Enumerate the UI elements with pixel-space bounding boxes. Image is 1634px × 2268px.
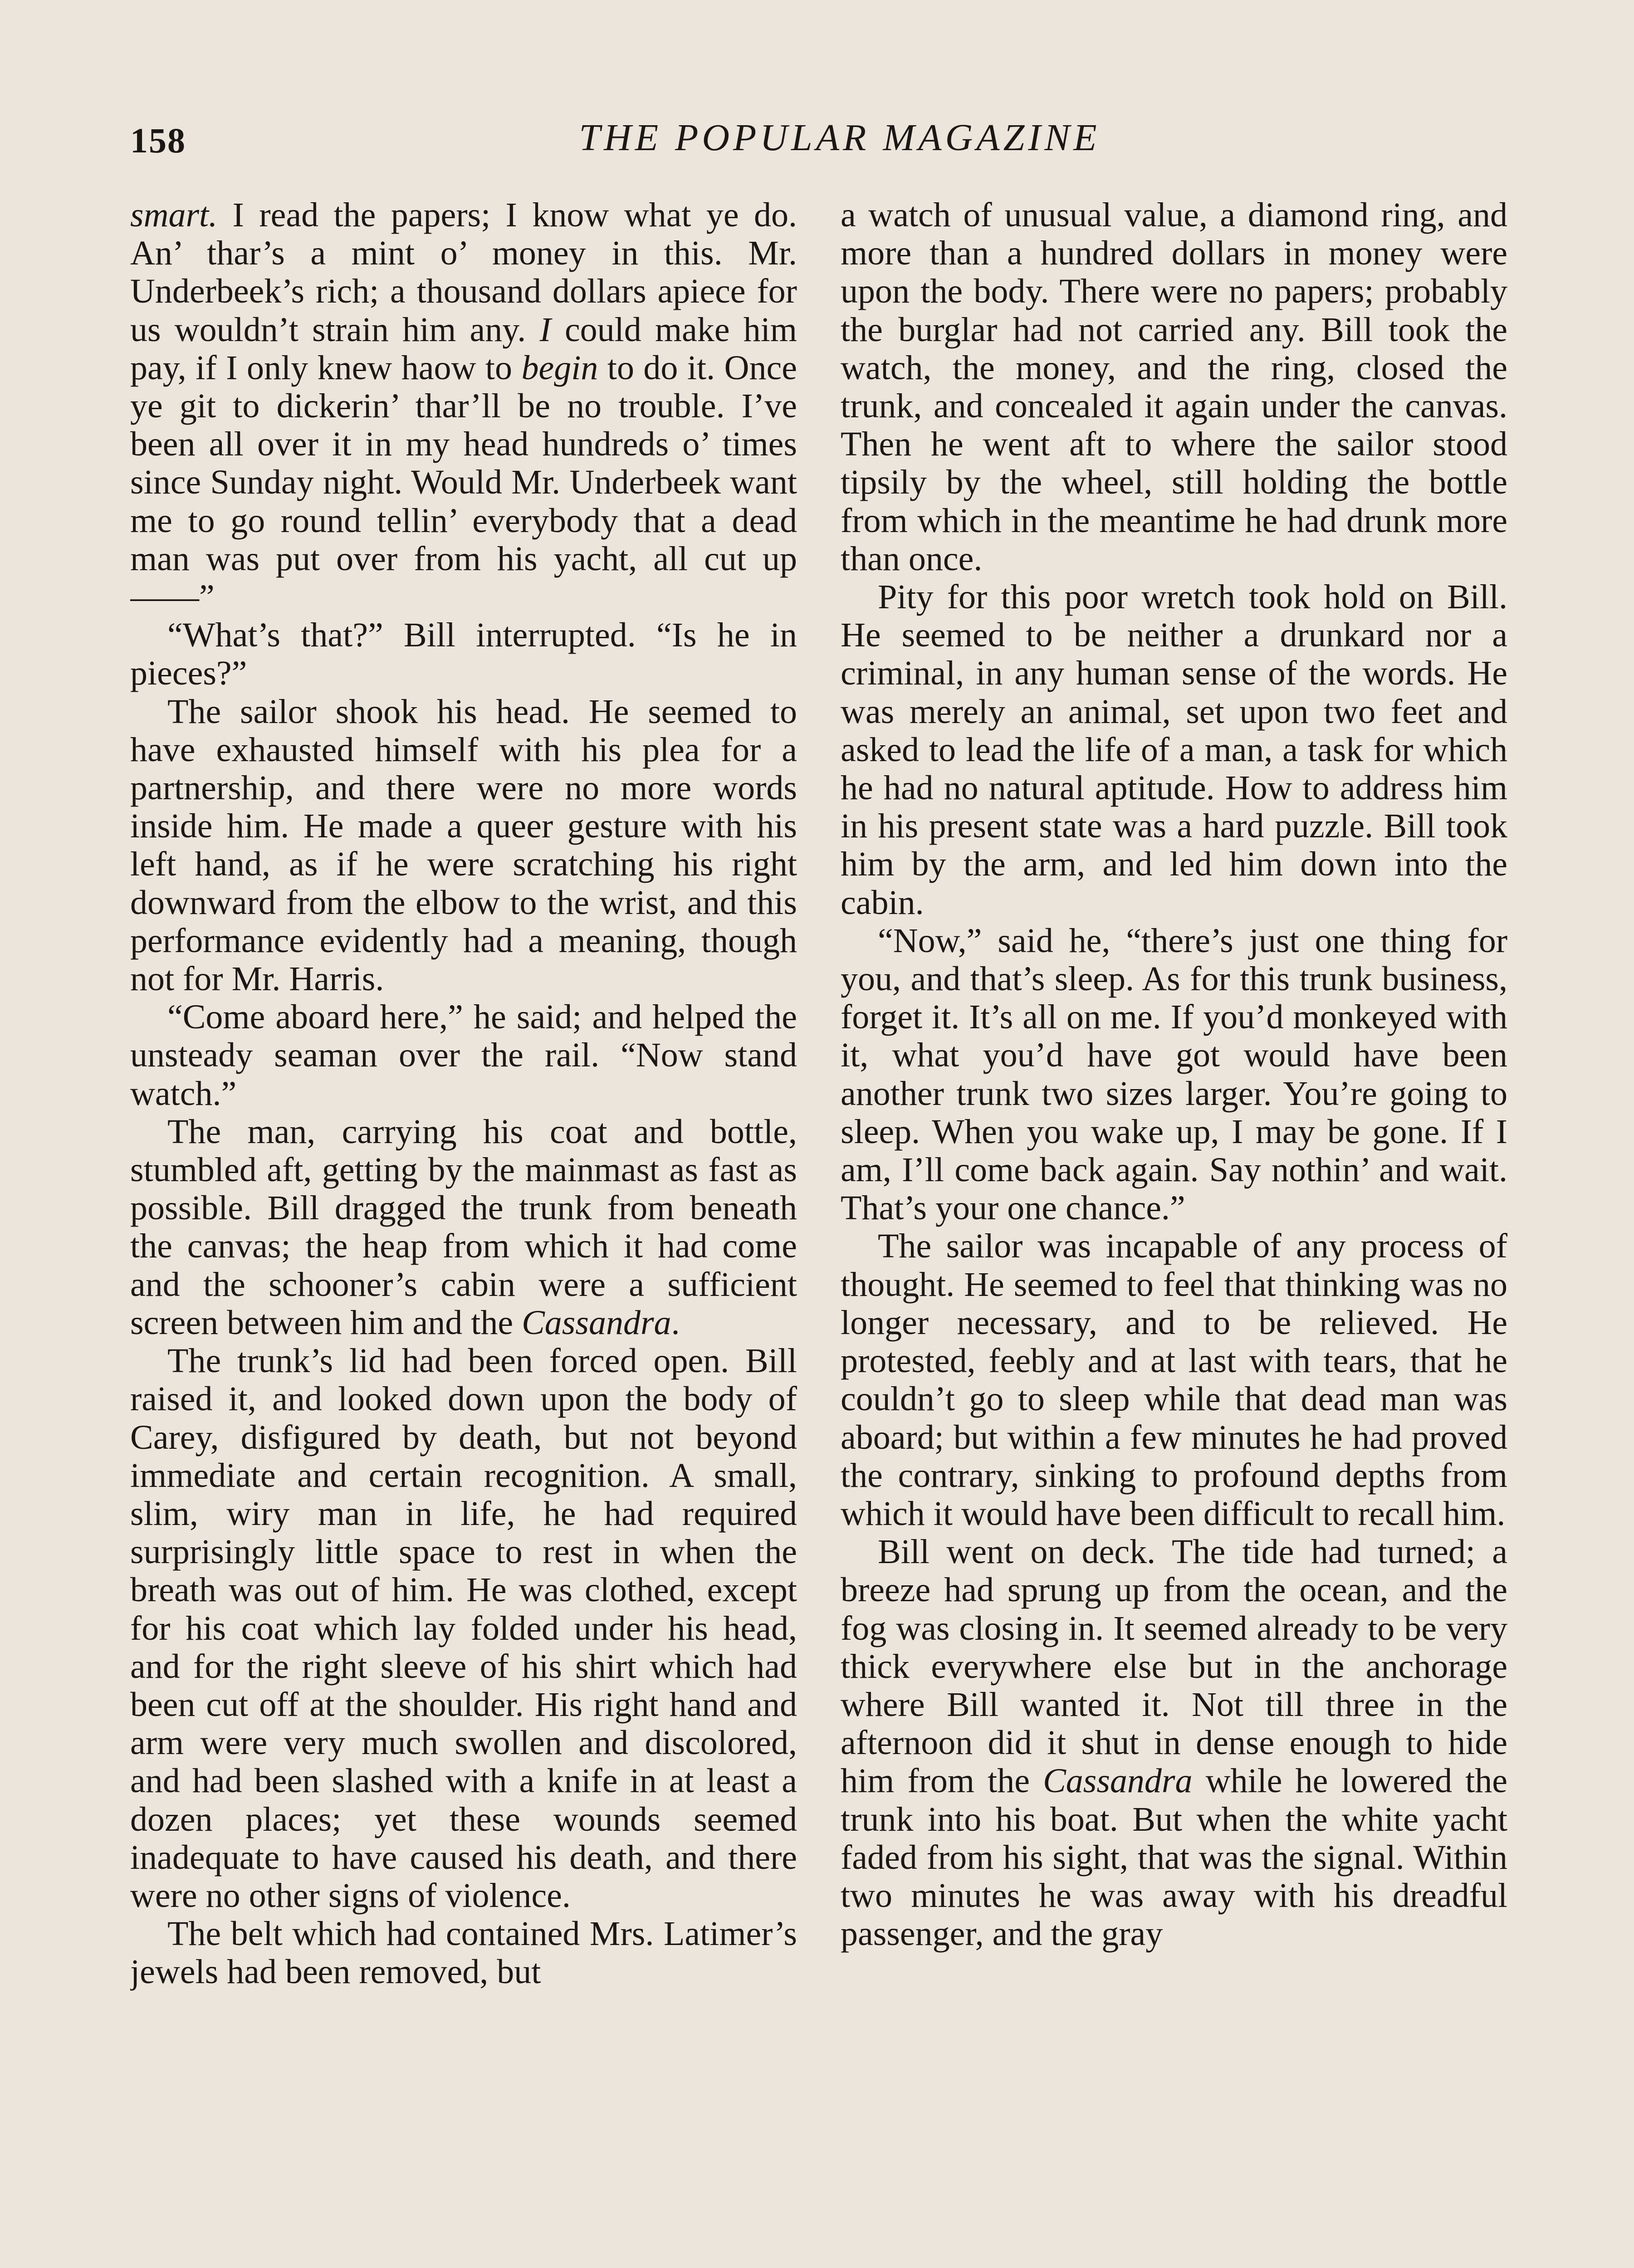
running-title: THE POPULAR MAGAZINE (579, 117, 1101, 159)
right-column (841, 196, 1507, 2268)
paragraph: a watch of unusual value, a diamond ring, and more than a hundred dollars in money were upon the body. There were no papers; probably the burglar had not carried any. Bill took the watch, the money, and the ring, closed the trunk, and concealed it again under the canvas. Then he went aft to where the sailor stood tipsily by the wheel, still holding the bottle from which in the meantime he had drunk more than once. (841, 196, 1507, 578)
paragraph (130, 196, 797, 616)
paragraph (130, 1113, 797, 1342)
left-column (130, 196, 797, 2268)
text-run: could make him pay, if I only knew haow to (130, 310, 797, 387)
paragraph (841, 1533, 1507, 1953)
paragraph: The trunk’s lid had been forced open. Bill raised it, and looked down upon the body of Carey, disfigured by death, but not beyond immediate and certain recognition. A small, slim, wiry man in life, he had required surprisingly little space to rest in when the breath was out of him. He was clothed, except for his coat which lay folded under his head, and for the right sleeve of his shirt which had been cut off at the shoulder. His right hand and arm were very much swollen and discolored, and had been slashed with a knife in at least a dozen places; yet these wounds seemed inadequate to have caused his death, and there were no other signs of violence. (130, 1342, 797, 1915)
text-run: I read the papers; I know what ye do. An’ thar’s a mint o’ money in this. Mr. Underbeek’s rich; a thousand dollars apiece for us wouldn’t strain him any. (130, 196, 797, 349)
paragraph: The sailor was incapable of any process of thought. He seemed to feel that thinking was no longer necessary, and to be relieved. He protested, feebly and at last with tears, that he couldn’t go to sleep while that dead man was aboard; but within a few minutes he had proved the contrary, sinking to profound depths from which it would have been difficult to recall him. (841, 1227, 1507, 1533)
text-run: Bill went on deck. The tide had turned; a breeze had sprung up from the ocean, and the fog was closing in. It seemed already to be very thick everywhere else but in the anchorage where Bill wanted it. Not till three in the afternoon did it shut in dense enough to hide him from the (841, 1533, 1507, 1800)
paragraph: The sailor shook his head. He seemed to have exhausted himself with his plea for a partnership, and there were no more words inside him. He made a queer gesture with his left hand, as if he were scratching his right downward from the elbow to the wrist, and this performance evidently had a meaning, though not for Mr. Harris. (130, 692, 797, 998)
text-run: to do it. Once ye git to dickerin’ thar’ll be no trouble. I’ve been all over it in my head hundreds o’ times since Sunday night. Would Mr. Underbeek want me to go round tellin’ everybody that a dead man was put over from his yacht, all cut up——” (130, 348, 797, 616)
paragraph: “Come aboard here,” he said; and helped the unsteady seaman over the rail. “Now stand watch.” (130, 998, 797, 1113)
italic-text: Cassandra (522, 1303, 671, 1342)
page-number: 158 (130, 121, 186, 160)
italic-text: smart. (130, 196, 218, 234)
text-run: . (671, 1303, 680, 1342)
paragraph: “Now,” said he, “there’s just one thing for you, and that’s sleep. As for this trunk business, forget it. It’s all on me. If you’d monkeyed with it, what you’d have got would have been another trunk two sizes larger. You’re going to sleep. When you wake up, I may be gone. If I am, I’ll come back again. Say nothin’ and wait. That’s your one chance.” (841, 921, 1507, 1227)
italic-text: Cassandra (1043, 1762, 1193, 1800)
paragraph: Pity for this poor wretch took hold on Bill. He seemed to be neither a drunkard nor a criminal, in any human sense of the words. He was merely an animal, set upon two feet and asked to lead the life of a man, a task for which he had no natural aptitude. How to address him in his present state was a hard puzzle. Bill took him by the arm, and led him down into the cabin. (841, 578, 1507, 922)
paragraph: The belt which had contained Mrs. Latimer’s jewels had been removed, but (130, 1915, 797, 1991)
text-run: The man, carrying his coat and bottle, stumbled aft, getting by the mainmast as fast as possible. Bill dragged the trunk from beneath the canvas; the heap from which it had come and the schooner’s cabin were a sufficient screen between him and the (130, 1112, 797, 1342)
text-run: while he lowered the trunk into his boat. But when the white yacht faded from his sight, that was the signal. Within two minutes he was away with his dreadful passenger, and the gray (841, 1762, 1507, 1953)
italic-text: begin (521, 348, 598, 387)
paragraph: “What’s that?” Bill interrupted. “Is he in pieces?” (130, 616, 797, 693)
italic-text: I (539, 310, 551, 349)
